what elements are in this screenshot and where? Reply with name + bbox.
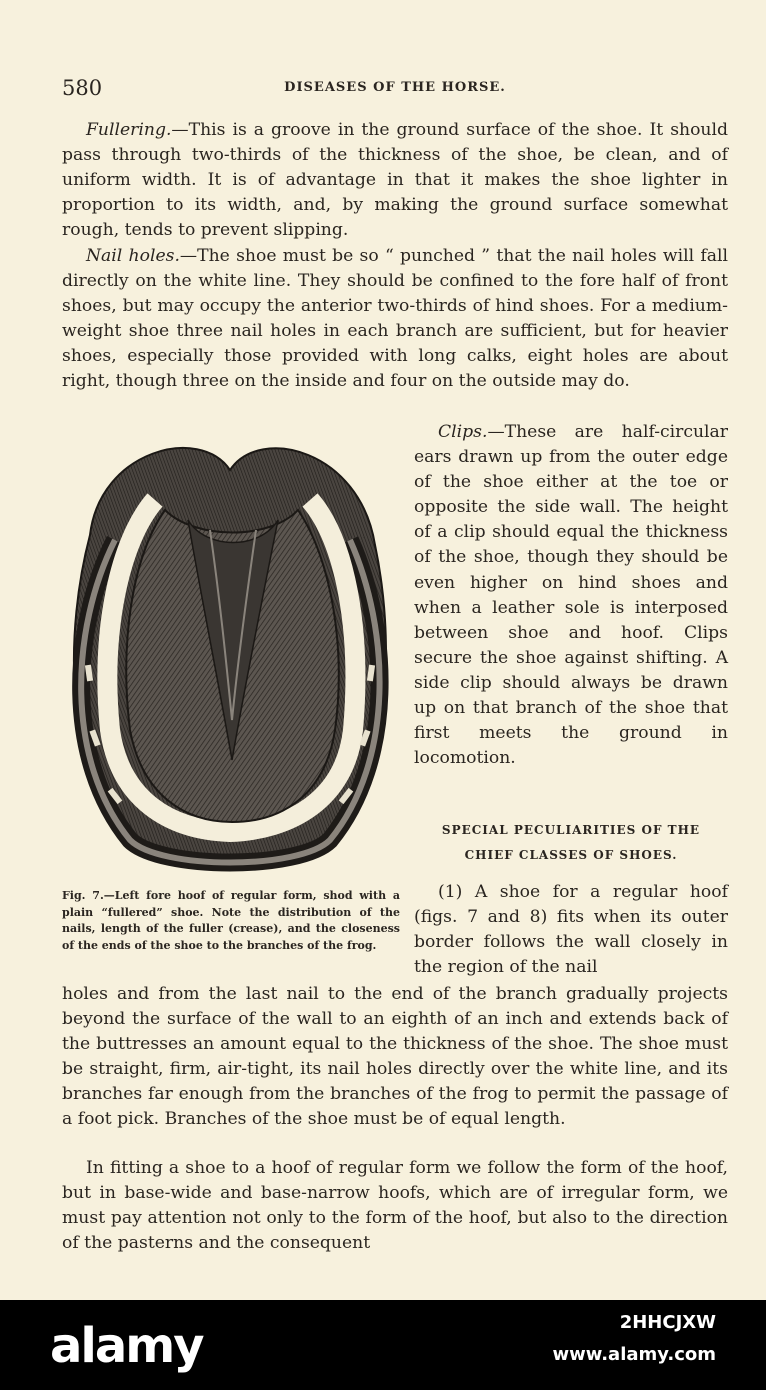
page-header	[62, 76, 728, 100]
section-heading-line-2: CHIEF CLASSES OF SHOES.	[464, 848, 678, 862]
image-id: 2HHCJXW	[619, 1312, 716, 1333]
watermark-bar	[0, 1300, 766, 1390]
hoof-figure	[60, 430, 400, 880]
term-clips: Clips.	[438, 422, 488, 442]
paragraph-clips	[414, 420, 728, 771]
section-heading	[414, 818, 728, 868]
paragraph-regular-continued: holes and from the last nail to the end of the branch gradually projects beyond the surface of the wall to an eighth of an inch and extends back of the buttresses an amount equal to the thickness of the shoe. The shoe must be straight, firm, air-tight, its nail holes directly over the white line, and its branches far enough from the branches of the frog to permit the passage of a foot pick. Branches of the shoe must be of equal length.	[62, 984, 728, 1130]
paragraph-regular-column	[414, 880, 728, 980]
site-url: www.alamy.com	[552, 1344, 716, 1365]
figure-caption: Fig. 7.—Left fore hoof of regular form, shod with a plain “fullered” shoe. Note the distribution of the nails, length of the fuller (crease), and the closeness of the ends of the shoe to the branches of the frog.	[62, 889, 400, 952]
paragraph-fitting	[62, 1156, 728, 1256]
page-number: 580	[62, 76, 103, 100]
hoof-illustration	[60, 430, 400, 880]
running-title: DISEASES OF THE HORSE.	[284, 80, 506, 95]
text-fitting: In fitting a shoe to a hoof of regular form we follow the form of the hoof, but in base-wide and base-narrow hoofs, which are of irregular form, we must pay attention not only to the form of the hoof, but also to the direction of the pasterns and the consequent	[62, 1158, 728, 1254]
term-fullering: Fullering.	[86, 120, 172, 140]
section-heading-line-1: SPECIAL PECULIARITIES OF THE	[441, 823, 701, 837]
paragraph-fullering	[62, 118, 728, 243]
paragraph-nail-holes	[62, 244, 728, 395]
text-clips: —These are half-circular ears drawn up from the outer edge of the shoe either at the toe or opposite the side wall. The height of a clip should equal the thickness of the shoe, though they should be even higher on hind shoes and when a leather sole is interposed between shoe and hoof. Clips secure the shoe against shifting. A side clip should always be drawn up on that branch of the shoe that first meets the ground in locomotion.	[414, 422, 728, 769]
text-nail-holes: —The shoe must be so “ punched ” that the nail holes will fall directly on the white line. They should be confined to the fore half of front shoes, but may occupy the anterior two-thirds of hind shoes. For a medium-weight shoe three nail holes in each branch are sufficient, but for heavier shoes, especially those provided with long calks, eight holes are about right, though three on the inside and four on the outside may do.	[62, 246, 728, 392]
alamy-logo: alamy	[50, 1318, 203, 1374]
text-fullering: —This is a groove in the ground surface of the shoe. It should pass through two-thirds of the thickness of the shoe, be clean, and of uniform width. It is of advantage in that it makes the shoe lighter in proportion to its width, and, by making the ground surface somewhat rough, tends to prevent slipping.	[62, 120, 728, 241]
text-regular-column: (1) A shoe for a regular hoof (figs. 7 and 8) fits when its outer border follows the wall closely in the region of the nail	[414, 882, 728, 978]
term-nail-holes: Nail holes.	[86, 246, 180, 266]
